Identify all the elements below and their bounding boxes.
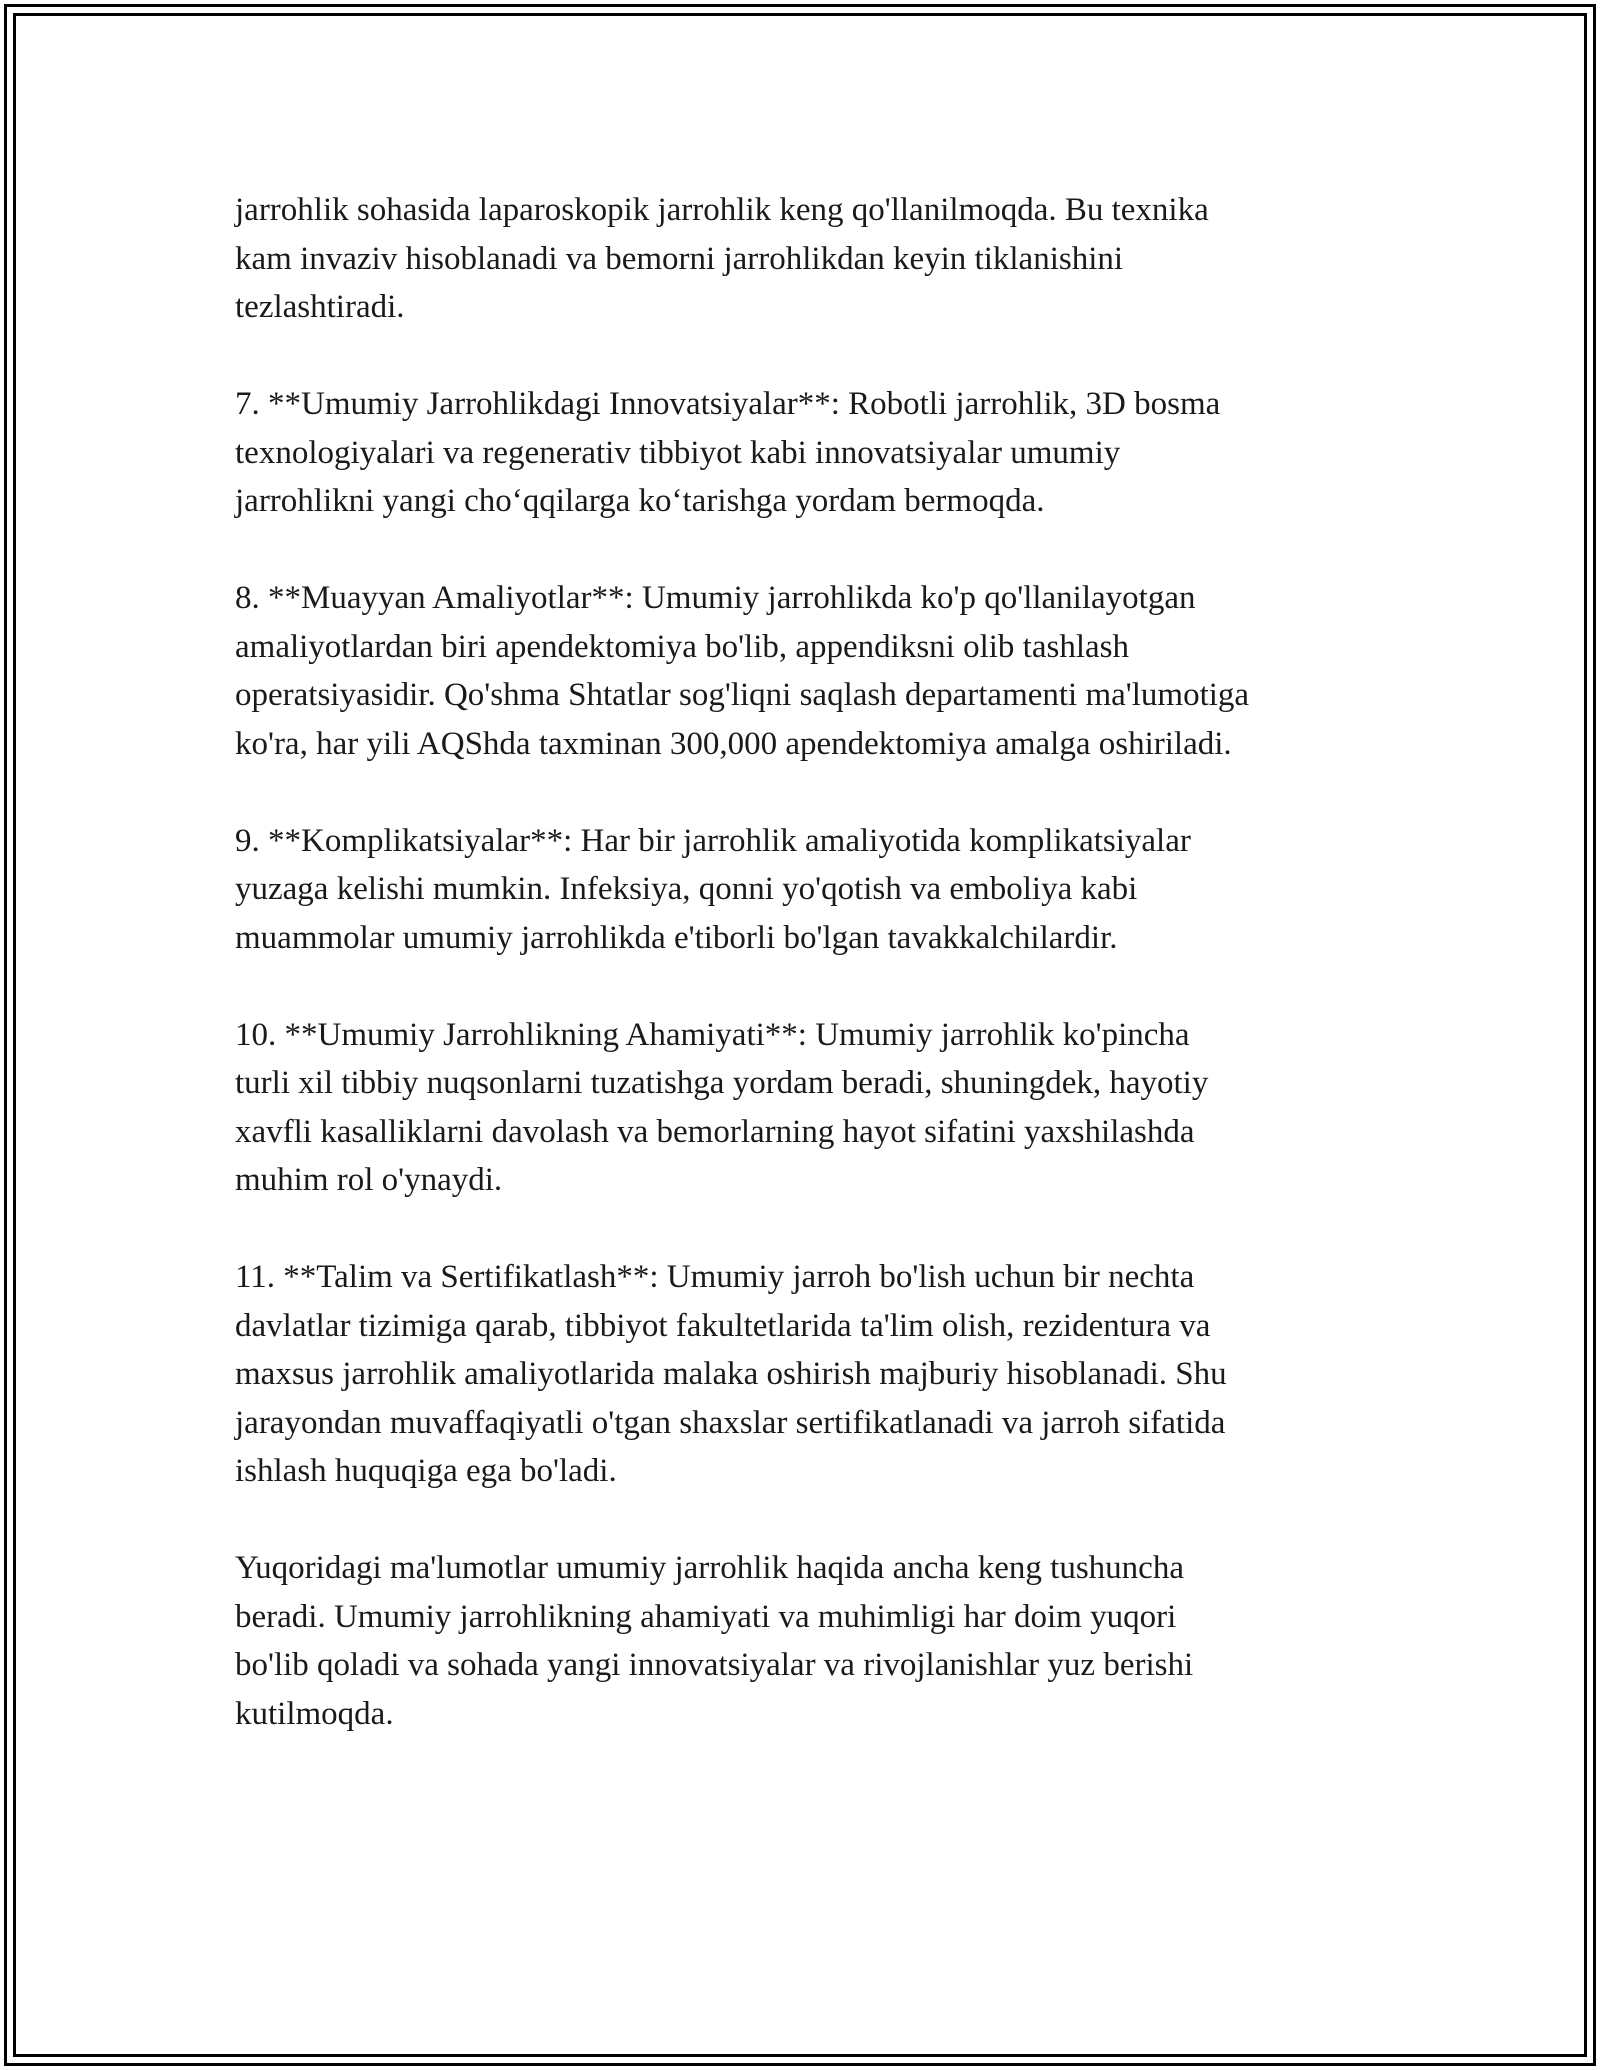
paragraph-item-10-importance: 10. **Umumiy Jarrohlikning Ahamiyati**: Umumiy jarrohlik ko'pincha turli xil tibbiy nuqsonlarni tuzatishga yordam beradi, shuningdek, hayotiy xavfli kasalliklarni davolash va bemorlarning hayot sifatini yaxshilashda muhim rol o'ynaydi. xyxy=(235,1016,1209,1198)
paragraph-item-9-complications: 9. **Komplikatsiyalar**: Har bir jarrohlik amaliyotida komplikatsiyalar yuzaga kelishi mumkin. Infeksiya, qonni yo'qotish va emboliya kabi muammolar umumiy jarrohlikda e'tiborli bo'lgan tavakkalchilardir. xyxy=(235,822,1191,956)
paragraph-item-8-procedures: 8. **Muayyan Amaliyotlar**: Umumiy jarrohlikda ko'p qo'llanilayotgan amaliyotlardan biri apendektomiya bo'lib, appendiksni olib tashlash operatsiyasidir. Qo'shma Shtatlar sog'liqni saqlash departamenti ma'lumotiga ko'ra, har yili AQShda taxminan 300,000 apendektomiya amalga oshiriladi. xyxy=(235,580,1250,762)
paragraph-item-11-education: 11. **Talim va Sertifikatlash**: Umumiy jarroh bo'lish uchun bir nechta davlatlar tizimiga qarab, tibbiyot fakultetlarida ta'lim olish, rezidentura va maxsus jarrohlik amaliyotlarida malaka oshirish majburiy hisoblanadi. Shu jarayondan muvaffaqiyatli o'tgan shaxslar sertifikatlanadi va jarroh sifatida ishlash huquqiga ega bo'ladi. xyxy=(235,1259,1227,1489)
paragraph-item-7-innovations: 7. **Umumiy Jarrohlikdagi Innovatsiyalar**: Robotli jarrohlik, 3D bosma texnologiyalari va regenerativ tibbiyot kabi innovatsiyalar umumiy jarrohlikni yangi cho‘qqilarga ko‘tarishga yordam bermoqda. xyxy=(235,386,1221,519)
paragraph-conclusion: Yuqoridagi ma'lumotlar umumiy jarrohlik haqida ancha keng tushuncha beradi. Umumiy jarrohlikning ahamiyati va muhimligi har doim yuqori bo'lib qoladi va sohada yangi innovatsiyalar va rivojlanishlar yuz berishi kutilmoqda. xyxy=(235,1550,1194,1732)
document-body xyxy=(235,186,1385,1787)
paragraph-intro-continuation: jarrohlik sohasida laparoskopik jarrohlik keng qo'llanilmoqda. Bu texnika kam invaziv hisoblanadi va bemorni jarrohlikdan keyin tiklanishini tezlashtiradi. xyxy=(235,192,1209,325)
